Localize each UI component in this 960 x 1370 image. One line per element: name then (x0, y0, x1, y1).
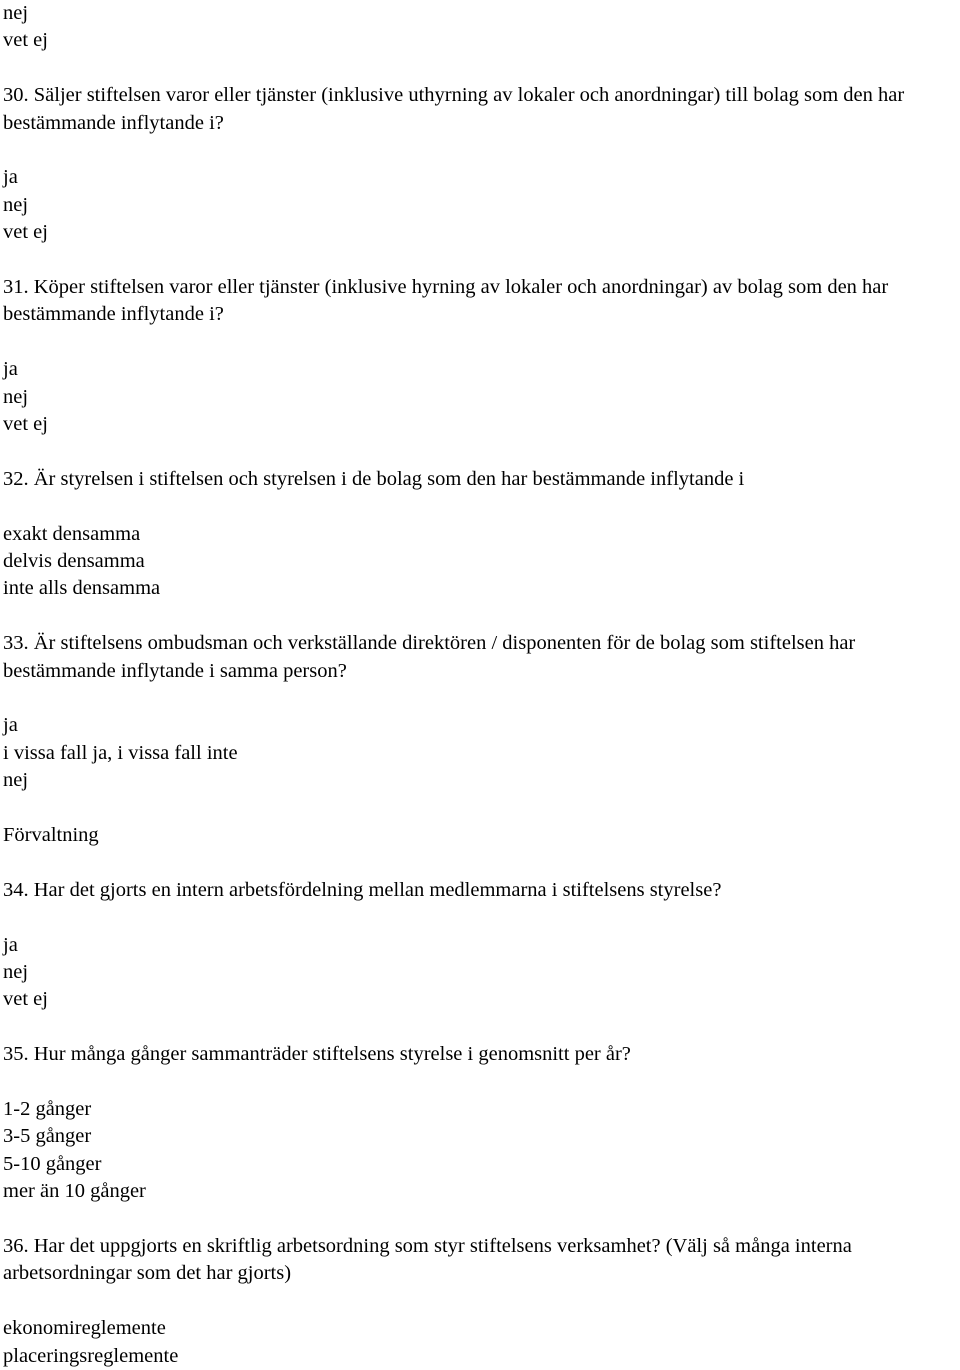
q35-option-5-10[interactable]: 5-10 gånger (3, 1152, 102, 1175)
q36-option-placeringsreglemente[interactable]: placeringsreglemente (3, 1344, 179, 1367)
question-30: 30. Säljer stiftelsen varor eller tjänster (inklusive uthyrning av lokaler och anordningar) till bolag som den har bestämmande inflytande i? (3, 84, 905, 134)
spacer (3, 904, 958, 931)
q31-option-ja[interactable]: ja (3, 358, 18, 381)
spacer (3, 137, 958, 164)
q35-option-mer-an-10[interactable]: mer än 10 gånger (3, 1180, 146, 1203)
spacer (3, 247, 958, 274)
q32-option-delvis[interactable]: delvis densamma (3, 550, 145, 573)
q35-option-1-2[interactable]: 1-2 gånger (3, 1098, 92, 1121)
spacer (3, 493, 958, 520)
q33-option-ja[interactable]: ja (3, 714, 18, 737)
question-34: 34. Har det gjorts en intern arbetsfördelning mellan medlemmarna i stiftelsens styrelse? (3, 878, 722, 901)
spacer (3, 329, 958, 356)
spacer (3, 1288, 958, 1315)
q30-option-ja[interactable]: ja (3, 166, 18, 189)
spacer (3, 795, 958, 822)
questionnaire-page (3, 0, 958, 1370)
q36-option-ekonomireglemente[interactable]: ekonomireglemente (3, 1317, 166, 1340)
spacer (3, 1014, 958, 1041)
q35-option-3-5[interactable]: 3-5 gånger (3, 1125, 92, 1148)
spacer (3, 685, 958, 712)
q31-option-nej[interactable]: nej (3, 385, 29, 408)
q30-option-nej[interactable]: nej (3, 193, 29, 216)
q31-option-vet-ej[interactable]: vet ej (3, 413, 48, 436)
spacer (3, 603, 958, 630)
question-35: 35. Hur många gånger sammanträder stiftelsens styrelse i genomsnitt per år? (3, 1043, 631, 1066)
option-nej[interactable]: nej (3, 2, 29, 24)
spacer (3, 1069, 958, 1096)
q30-option-vet-ej[interactable]: vet ej (3, 221, 48, 244)
question-36: 36. Har det uppgjorts en skriftlig arbetsordning som styr stiftelsens verksamhet? (Välj så många interna arbetsordningar som det har gjorts) (3, 1235, 852, 1285)
spacer (3, 1206, 958, 1233)
question-33: 33. Är stiftelsens ombudsman och verkställande direktören / disponenten för de bolag som stiftelsen har bestämmande inflytande i samma person? (3, 632, 856, 682)
q32-option-inte-alls[interactable]: inte alls densamma (3, 577, 161, 600)
option-vet-ej[interactable]: vet ej (3, 29, 48, 52)
q33-option-vissa-fall[interactable]: i vissa fall ja, i vissa fall inte (3, 741, 238, 764)
section-heading-forvaltning: Förvaltning (3, 824, 99, 847)
q34-option-ja[interactable]: ja (3, 933, 18, 956)
spacer (3, 55, 958, 82)
q32-option-exakt[interactable]: exakt densamma (3, 522, 141, 545)
q33-option-nej[interactable]: nej (3, 769, 29, 792)
question-32: 32. Är styrelsen i stiftelsen och styrelsen i de bolag som den har bestämmande inflytande i (3, 467, 745, 490)
question-31: 31. Köper stiftelsen varor eller tjänster (inklusive hyrning av lokaler och anordningar) av bolag som den har bestämmande inflytande i? (3, 276, 889, 326)
q34-option-vet-ej[interactable]: vet ej (3, 988, 48, 1011)
spacer (3, 438, 958, 465)
spacer (3, 849, 958, 876)
q34-option-nej[interactable]: nej (3, 961, 29, 984)
